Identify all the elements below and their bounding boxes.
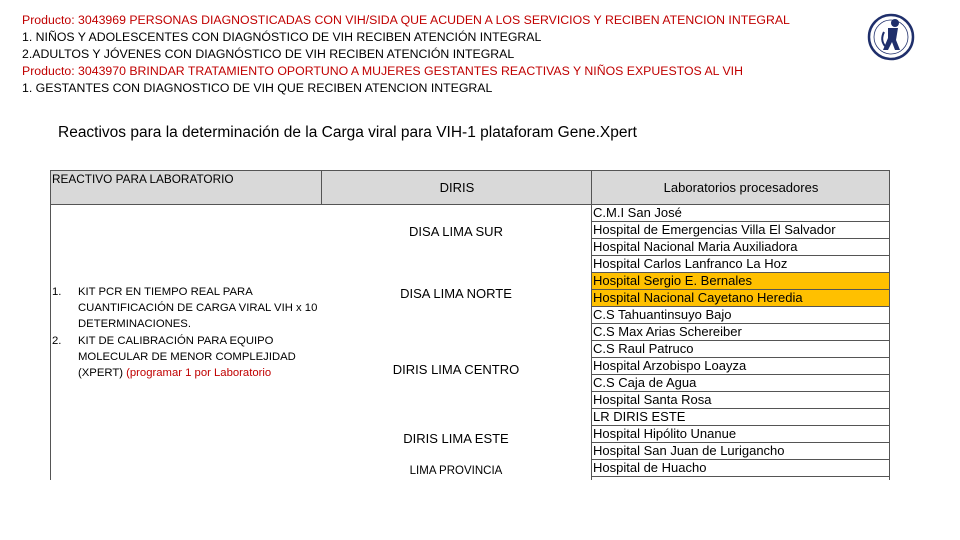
- reactivo-number: 1.: [52, 286, 62, 298]
- product-1-item-2: 2.ADULTOS Y JÓVENES CON DIAGNÓSTICO DE VIH RECIBEN ATENCIÓN INTEGRAL: [22, 47, 515, 61]
- health-ministry-seal-icon: [866, 10, 916, 65]
- lab-row: C.S Raul Patruco: [592, 341, 890, 358]
- header-reactivo-label: REACTIVO PARA LABORATORIO: [52, 172, 234, 186]
- header-cell-labs: [591, 170, 890, 205]
- product-1-heading: Producto: 3043969 PERSONAS DIAGNOSTICADAS CON VIH/SIDA QUE ACUDEN A LOS SERVICIOS Y RECIBEN ATENCION INTEGRAL: [22, 13, 790, 27]
- lab-row: Hospital Nacional Cayetano Heredia: [592, 290, 890, 307]
- lab-row: C.S Max Arias Schereiber: [592, 324, 890, 341]
- product-1-item-1: 1. NIÑOS Y ADOLESCENTES CON DIAGNÓSTICO DE VIH RECIBEN ATENCIÓN INTEGRAL: [22, 30, 542, 44]
- lab-row: C.S Caja de Agua: [592, 375, 890, 392]
- lab-row: LR DIRIS ESTE: [592, 409, 890, 426]
- reactivo-item-1: [52, 284, 318, 333]
- reactivo-text: KIT DE CALIBRACIÓN PARA EQUIPO MOLECULAR DE MENOR COMPLEJIDAD (XPERT): [78, 334, 296, 380]
- diris-lima-provincia: LIMA PROVINCIA: [409, 465, 503, 477]
- header-diris-label: DIRIS: [439, 180, 475, 195]
- diris-lima-sur: DISA LIMA SUR: [409, 224, 503, 239]
- reactivo-number: 2.: [52, 334, 62, 347]
- table-left-border: [50, 204, 51, 480]
- header-labs-label: Laboratorios procesadores: [663, 180, 819, 195]
- lab-row: Hospital Carlos Lanfranco La Hoz: [592, 256, 890, 273]
- diris-lima-este: DIRIS LIMA ESTE: [403, 431, 509, 446]
- reactivo-item-2: [52, 333, 318, 382]
- page-title: Reactivos para la determinación de la Carga viral para VIH-1 plataforam Gene.Xpert: [58, 124, 637, 141]
- lab-row: Hospital Nacional Maria Auxiliadora: [592, 239, 890, 256]
- reactivo-text: KIT PCR EN TIEMPO REAL PARA CUANTIFICACIÓN DE CARGA VIRAL VIH x 10 DETERMINACIONES.: [78, 286, 318, 331]
- lab-row: Hospital Santa Rosa: [592, 392, 890, 409]
- reactivo-list: [52, 284, 318, 381]
- lab-row: C.S Tahuantinsuyo Bajo: [592, 307, 890, 324]
- lab-row: Hospital Arzobispo Loayza: [592, 358, 890, 375]
- reactivo-note: (programar 1 por Laboratorio: [126, 367, 272, 380]
- lab-row: Hospital de Emergencias Villa El Salvador: [592, 222, 890, 239]
- lab-row: Hospital Sergio E. Bernales: [592, 273, 890, 290]
- lab-row: Hospital Hipólito Unanue: [592, 426, 890, 443]
- product-2-item-1: 1. GESTANTES CON DIAGNOSTICO DE VIH QUE RECIBEN ATENCION INTEGRAL: [22, 81, 493, 95]
- lab-row: Hospital de Huacho: [592, 460, 890, 477]
- lab-row: C.M.I San José: [592, 205, 890, 222]
- header-cell-diris: [321, 170, 592, 205]
- diris-lima-centro: DIRIS LIMA CENTRO: [392, 362, 520, 377]
- diris-lima-norte: DISA LIMA NORTE: [400, 286, 512, 301]
- lab-row: Hospital San Juan de Lurigancho: [592, 443, 890, 460]
- header-cell-reactivo: [50, 170, 322, 205]
- product-2-heading: Producto: 3043970 BRINDAR TRATAMIENTO OPORTUNO A MUJERES GESTANTES REACTIVAS Y NIÑOS EXPUESTOS AL VIH: [22, 64, 743, 78]
